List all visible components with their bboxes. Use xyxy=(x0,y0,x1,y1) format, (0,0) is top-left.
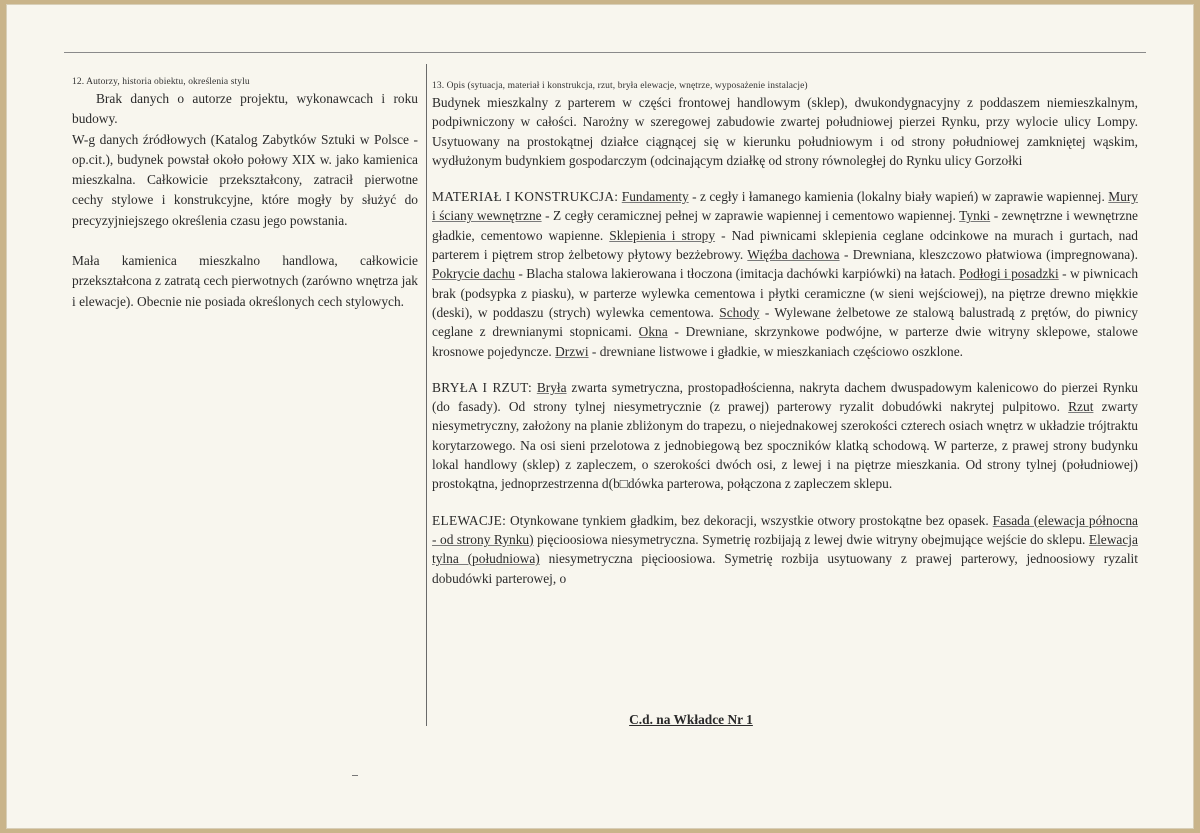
left-paragraph-3: Mała kamienica mieszkalno handlowa, całkowicie przekształcona z zatratą cech pierwotnych (zarówno wnętrza jak i elewacje). Obecnie nie posiada określonych cech stylowych. xyxy=(72,253,418,309)
top-rule xyxy=(64,52,1146,53)
okna-text: - Drewniane, skrzynkowe podwójne, w parterze dwie witryny sklepowe, stalowe krosnowe pojedyncze. xyxy=(432,324,1138,359)
pokrycie-label: Pokrycie dachu xyxy=(432,266,515,282)
section-12-heading: 12. Autorzy, historia obiektu, określenia stylu xyxy=(72,77,250,87)
mury-text: - Z cegły ceramicznej pełnej w zaprawie wapiennej i cementowo wapiennej. xyxy=(541,208,960,224)
paper-speck xyxy=(352,775,358,776)
section-13-heading: 13. Opis (sytuacja, materiał i konstrukcja, rzut, bryła elewacje, wnętrze, wyposażenie instalacje) xyxy=(432,81,808,91)
rzut-label: Rzut xyxy=(1068,399,1094,415)
drzwi-label: Drzwi xyxy=(555,343,589,359)
stropy-text: - Nad piwnicami sklepienia ceglane odcinkowe na murach i gurtach, nad parterem i piętrem strop żelbetowy płytowy bezżebrowy. xyxy=(432,227,1138,263)
elewacja-tylna-label: Elewacja tylna (południowa) xyxy=(432,531,1138,567)
continued-note: C.d. na Wkładce Nr 1 xyxy=(629,712,753,727)
document-page xyxy=(6,4,1194,829)
fundamenty-label: Fundamenty xyxy=(621,189,689,205)
bryla-text: zwarta symetryczna, prostopadłościenna, nakryta dachem dwuspadowym kalenicowo do pierzei Rynku (do fasady). Od strony tylnej niesymetrycznie (z prawej) parterowy ryzalit dobudówki nakrytej pulpitowo. xyxy=(432,379,1138,415)
fasada-label: Fasada (elewacja północna - od strony Rynku) xyxy=(432,512,1138,547)
podlogi-text: - w piwnicach brak (podsypka z piasku), w parterze wylewka cementowa i płytki ceramiczne (w sieni wejściowej), na piętrze drewno miękkie (deski), w poddaszu (strych) wylewka cementowa. xyxy=(432,266,1139,320)
elewacje-paragraph xyxy=(432,511,1138,588)
tynki-label: Tynki xyxy=(959,208,991,224)
bryla-title: BRYŁA I RZUT: xyxy=(432,379,532,395)
schody-label: Schody xyxy=(719,304,760,320)
left-column xyxy=(72,76,418,312)
wiezba-text: - Drewniana, kleszczowo płatwiowa (impregnowana). xyxy=(839,247,1138,263)
pokrycie-text: - Blacha stalowa lakierowana i tłoczona (imitacja dachówki karpiówki) na łatach. xyxy=(514,266,959,282)
drzwi-text: - drewniane listwowe i gładkie, w mieszkaniach częściowo oszklone. xyxy=(588,343,964,359)
bryla-paragraph xyxy=(432,378,1138,494)
bryla-label: Bryła xyxy=(536,379,567,395)
left-paragraph-2: W-g danych źródłowych (Katalog Zabytków Sztuki w Polsce - op.cit.), budynek powstał około połowy XIX w. jako kamienica mieszkalna. Całkowicie przekształcony, zatracił pierwotne cechy stylowe i konstrukcyjne, które mogły by służyć do precyzyjniejszego określenia czasu jego powstania. xyxy=(72,131,418,228)
podlogi-label: Podłogi i posadzki xyxy=(958,266,1059,282)
rzut-text: zwarty niesymetryczny, założony na planie zbliżonym do trapezu, o niejednakowej szerokości czterech osiach wnętrz w układzie trójtraktu korytarzowego. Na osi sieni przelotowa z jednobiegową bez spoczników klatką schodową. W parterze, z prawej strony budynku lokal handlowy (sklep) z zapleczem, o szerokości dwóch osi, z lewej i na piętrze mieszkania. Od strony tylnej (południowej) prostokątna, jednoprzestrzenna d(b□dówka parterowa, połączona z zapleczem sklepu. xyxy=(432,399,1138,492)
right-column xyxy=(432,80,1138,588)
wiezba-label: Więźba dachowa xyxy=(747,247,840,263)
intro-paragraph: Budynek mieszkalny z parterem w części frontowej handlowym (sklep), dwukondygnacyjny z poddaszem niemieszkalnym, podpiwniczony w całości. Narożny w szeregowej zabudowie zwartej południowej pierzei Rynku, przy wylocie ulicy Lompy. Usytuowany na prostokątnej działce ciągnącej się w kierunku południowym i od strony południowej zamkniętej wąskim, wydłużonym budynkiem gospodarczym (odcinającym działkę od strony równoległej do Rynku ulicy Gorzołki xyxy=(432,95,1138,168)
tynki-text: - zewnętrzne i wewnętrzne gładkie, cementowo wapienne. xyxy=(432,208,1138,243)
column-divider xyxy=(426,64,427,726)
elewacje-intro: Otynkowane tynkiem gładkim, bez dekoracji, wszystkie otwory prostokątne bez opasek. xyxy=(506,512,993,528)
elewacje-title: ELEWACJE: xyxy=(432,512,507,528)
mury-label: Mury i ściany wewnętrzne xyxy=(432,189,1138,224)
material-paragraph xyxy=(432,187,1138,361)
schody-text: - Wylewane żelbetowe ze stalową balustradą z prętów, do piwnicy ceglane z drewnianymi stopnicami. xyxy=(432,304,1138,340)
material-title: MATERIAŁ I KONSTRUKCJA: xyxy=(432,189,619,205)
okna-label: Okna xyxy=(638,324,668,340)
elewacja-tylna-text: niesymetryczna pięcioosiowa. Symetrię rozbija usytuowany z prawej parterowy, jednoosiowy ryzalit dobudówki parterowej, o xyxy=(432,551,1138,586)
fasada-text: pięcioosiowa niesymetryczna. Symetrię rozbijają z lewej dwie witryny obejmujące wejście do sklepu. xyxy=(533,531,1089,547)
left-paragraph-1: Brak danych o autorze projektu, wykonawcach i roku budowy. xyxy=(72,91,418,127)
stropy-label: Sklepienia i stropy xyxy=(609,227,716,243)
fundamenty-text: - z cegły i łamanego kamienia (lokalny biały wapień) w zaprawie wapiennej. xyxy=(688,189,1109,205)
